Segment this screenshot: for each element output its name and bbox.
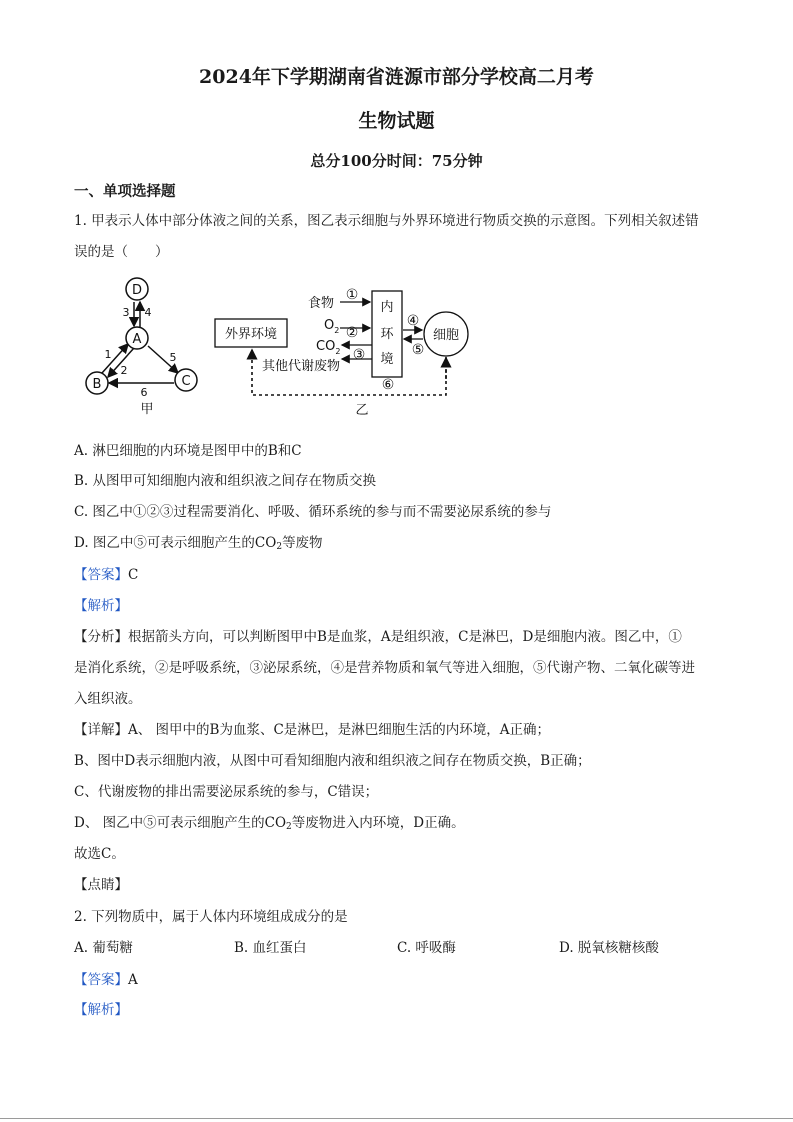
answer-tag: 【答案】 <box>74 972 128 988</box>
q2-option-c: C. 呼吸酶 <box>397 940 456 956</box>
q1-fenxi-line3: 入组织液。 <box>74 691 142 707</box>
node-c: C <box>181 374 191 389</box>
o2-label: $O_2$ <box>324 318 340 335</box>
inner-env-char-1: 内 <box>380 300 394 315</box>
q1-option-a: A. 淋巴细胞的内环境是图甲中的B和C <box>74 443 302 459</box>
circle-2: ② <box>345 325 359 341</box>
waste-label: 其他代谢废物 <box>262 359 341 374</box>
q2-option-a: A. 葡萄糖 <box>74 940 133 956</box>
circle-5: ⑤ <box>411 342 425 358</box>
circle-4: ④ <box>406 313 420 329</box>
circle-3: ③ <box>352 347 366 363</box>
food-label: 食物 <box>308 296 335 311</box>
node-b: B <box>92 377 102 392</box>
q1-answer: 【答案】C <box>74 567 139 583</box>
arrow-label-6: 6 <box>140 386 148 399</box>
inner-env-char-3: 境 <box>380 352 394 367</box>
figure-jia <box>78 272 208 420</box>
q1-option-b: B. 从图甲可知细胞内液和组织液之间存在物质交换 <box>74 473 377 489</box>
q1-conclusion: 故选C。 <box>74 846 125 862</box>
q1-stem-line2: 误的是（ ） <box>74 244 169 260</box>
q1-stem-line1: 1. 甲表示人体中部分体液之间的关系，图乙表示细胞与外界环境进行物质交换的示意图。下列相关叙述错 <box>74 213 699 229</box>
page-title: 2024年下学期湖南省涟源市部分学校高二月考 <box>199 66 594 88</box>
inner-env-char-2: 环 <box>380 327 394 342</box>
q1-analysis-tag: 【解析】 <box>74 598 128 614</box>
q1-dianjing-tag: 【点睛】 <box>74 877 128 893</box>
arrow-label-1: 1 <box>104 348 112 361</box>
q2-option-d: D. 脱氧核糖核酸 <box>559 940 659 956</box>
q1-fenxi-line1: 【分析】根据箭头方向，可以判断图甲中B是血浆，A是组织液，C是淋巴，D是细胞内液。图乙中，① <box>74 629 682 645</box>
score-time: 总分100分时间：75分钟 <box>310 152 483 170</box>
q2-option-b: B. 血红蛋白 <box>234 940 307 956</box>
q1-fenxi-line2: 是消化系统，②是呼吸系统，③泌尿系统，④是营养物质和氧气等进入细胞，⑤代谢产物、二氧化碳等进 <box>74 660 695 676</box>
q1-option-c: C. 图乙中①②③过程需要消化、呼吸、循环系统的参与而不需要泌尿系统的参与 <box>74 504 552 520</box>
q2-analysis-tag: 【解析】 <box>74 1002 128 1018</box>
node-d: D <box>131 283 143 298</box>
arrow-label-4: 4 <box>144 306 152 319</box>
figure-jia-caption: 甲 <box>140 402 154 417</box>
q1-option-d: D. 图乙中⑤可表示细胞产生的$CO_2$等废物 <box>74 535 323 552</box>
external-env-label: 外界环境 <box>224 327 278 342</box>
arrow-label-5: 5 <box>169 351 177 364</box>
circle-1: ① <box>345 287 359 303</box>
q2-answer: 【答案】A <box>74 972 138 988</box>
subject-title: 生物试题 <box>358 110 435 132</box>
arrow-label-3: 3 <box>122 306 130 319</box>
node-a: A <box>132 332 142 347</box>
arrow-label-2: 2 <box>120 364 128 377</box>
q1-detail-b: B、图中D表示细胞内液，从图中可看知细胞内液和组织液之间存在物质交换，B正确； <box>74 753 591 769</box>
q2-stem: 2. 下列物质中，属于人体内环境组成成分的是 <box>74 909 348 925</box>
q1-detail-c: C、代谢废物的排出需要泌尿系统的参与，C错误； <box>74 784 379 800</box>
circle-6: ⑥ <box>381 377 395 393</box>
q1-detail-d: D、 图乙中⑤可表示细胞产生的$CO_2$等废物进入内环境，D正确。 <box>74 815 465 832</box>
page-bottom-rule <box>0 1118 793 1119</box>
q1-detail-a: 【详解】A、 图甲中的B为血浆、C是淋巴，是淋巴细胞生活的内环境，A正确； <box>74 722 551 738</box>
cell-label: 细胞 <box>432 328 460 343</box>
figure-yi <box>210 283 480 418</box>
section-heading: 一、单项选择题 <box>74 183 176 200</box>
answer-tag: 【答案】 <box>74 567 128 583</box>
figure-yi-caption: 乙 <box>355 403 369 418</box>
co2-label: $CO_2$ <box>316 339 341 356</box>
